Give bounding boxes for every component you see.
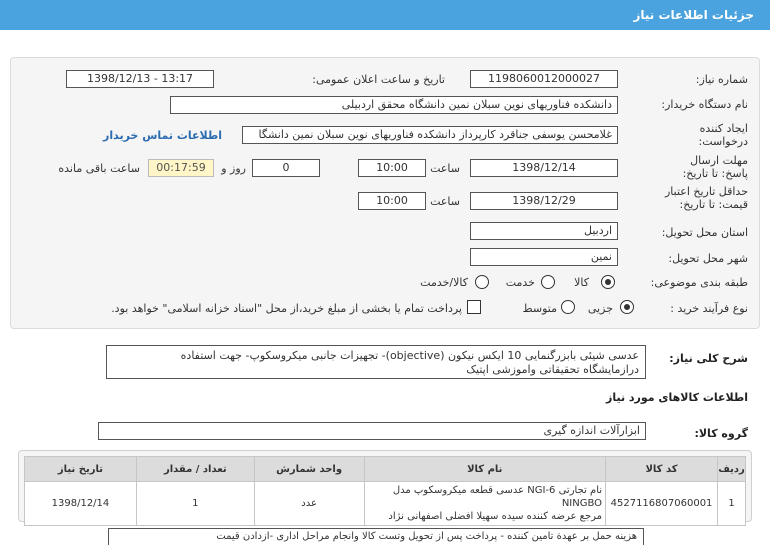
summary-line-1: عدسی شیئی بابزرگنمایی 10 ایکس نیکون (objective)- تجهیزات جانبی میکروسکوپ- جهت استفاده [180, 349, 639, 362]
goods-info-heading: اطلاعات کالاهای مورد نیاز [606, 391, 748, 404]
cell-name [364, 482, 606, 526]
cell-name-line-1: عدسی قطعه میکروسکوپ مدل NGI-6 نام تجارتی NINGBO [392, 485, 603, 509]
category-goods-service-radio[interactable] [475, 275, 489, 289]
remaining-time-field: 00:17:59 [148, 159, 214, 177]
deadline-label: مهلت ارسال پاسخ: تا تاریخ: [682, 154, 748, 180]
need-number-label: شماره نیاز: [695, 73, 748, 86]
col-header-index: ردیف [718, 457, 746, 482]
day-and-label: روز و [221, 162, 246, 175]
deadline-hour-label: ساعت [430, 162, 460, 175]
validity-time-field: 10:00 [358, 192, 426, 210]
summary-box [106, 345, 646, 379]
group-label: گروه کالا: [694, 427, 748, 440]
creator-label: ایجاد کننده درخواست: [698, 122, 748, 148]
note-box: هزینه حمل بر عهدة تامین کننده - پرداخت پس از تحویل وتست کالا وانجام مراحل اداری -ازدادن قیمت [108, 528, 644, 545]
page-title: جزئیات اطلاعات نیاز [633, 8, 754, 22]
province-label: استان محل تحویل: [661, 226, 748, 239]
summary-label: شرح کلی نیاز: [669, 352, 748, 365]
deadline-time-field: 10:00 [358, 159, 426, 177]
process-medium-label: متوسط [522, 302, 557, 315]
deadline-date-field: 1398/12/14 [470, 159, 618, 177]
creator-field: غلامحسن یوسفی جناقرد کارپرداز دانشکده فناوریهای نوین سبلان نمین دانشگا [242, 126, 618, 144]
category-goods-service-label: کالا/خدمت [420, 276, 468, 289]
category-goods-radio[interactable] [601, 275, 615, 289]
category-label: طبقه بندی موضوعی: [650, 276, 748, 289]
process-medium-radio[interactable] [561, 300, 575, 314]
cell-index: 1 [718, 482, 746, 526]
col-header-unit: واحد شمارش [254, 457, 364, 482]
cell-unit: عدد [254, 482, 364, 526]
category-goods-label: کالا [574, 276, 589, 289]
category-service-radio[interactable] [541, 275, 555, 289]
group-field: ابزارآلات اندازه گیری [98, 422, 646, 440]
remaining-label: ساعت باقی مانده [58, 162, 140, 175]
announce-datetime-field: 1398/12/13 - 13:17 [66, 70, 214, 88]
treasury-note: پرداخت تمام یا بخشی از مبلغ خرید،از محل "اسناد خزانه اسلامی" خواهد بود. [111, 302, 462, 315]
col-header-date: تاریخ نیاز [25, 457, 137, 482]
process-partial-label: جزیی [587, 302, 613, 315]
items-table [24, 456, 746, 526]
validity-label: حداقل تاریخ اعتبار قیمت: تا تاریخ: [664, 185, 748, 211]
cell-name-line-2: مرجع عرضه کننده سیده سهیلا افضلی اصفهانی نژاد [388, 511, 603, 522]
table-row [25, 482, 746, 526]
need-number-field: 1198060012000027 [470, 70, 618, 88]
col-header-qty: تعداد / مقدار [136, 457, 254, 482]
header-bar [0, 0, 770, 30]
days-remaining-field: 0 [252, 159, 320, 177]
treasury-checkbox[interactable] [467, 300, 481, 314]
col-header-code: کد کالا [606, 457, 718, 482]
cell-qty: 1 [136, 482, 254, 526]
province-field: اردبیل [470, 222, 618, 240]
summary-line-2: درازمایشگاه تحقیقاتی واموزشی اپتیک [466, 363, 639, 376]
process-label: نوع فرآیند خرید : [670, 302, 748, 315]
cell-date: 1398/12/14 [25, 482, 137, 526]
validity-date-field: 1398/12/29 [470, 192, 618, 210]
contact-buyer-link[interactable]: اطلاعات تماس خریدار [103, 129, 223, 142]
validity-hour-label: ساعت [430, 195, 460, 208]
city-field: نمین [470, 248, 618, 266]
col-header-name: نام کالا [364, 457, 606, 482]
city-label: شهر محل تحویل: [668, 252, 748, 265]
buyer-label: نام دستگاه خریدار: [661, 98, 748, 111]
buyer-field: دانشکده فناوریهای نوین سبلان نمین دانشگاه محقق اردبیلی [170, 96, 618, 114]
category-service-label: خدمت [505, 276, 535, 289]
cell-code: 4527116807060001 [606, 482, 718, 526]
process-partial-radio[interactable] [620, 300, 634, 314]
announce-label: تاریخ و ساعت اعلان عمومی: [312, 73, 445, 86]
